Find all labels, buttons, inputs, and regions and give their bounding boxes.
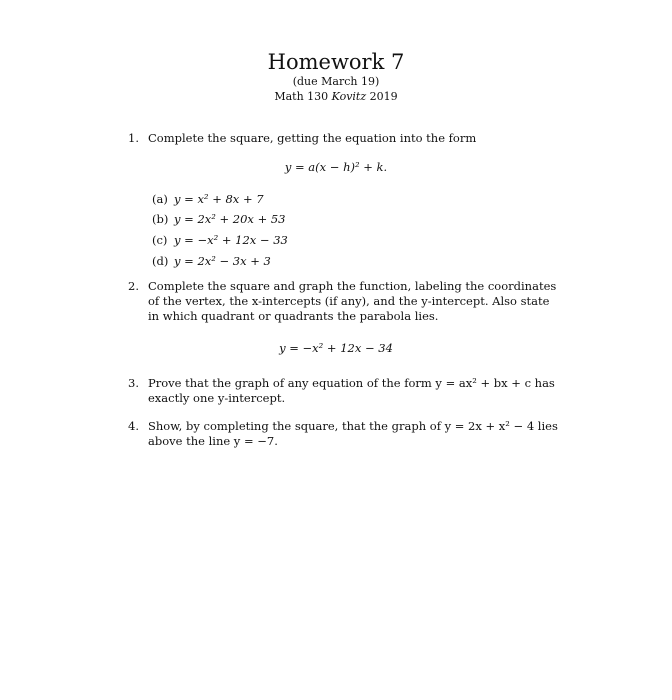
problem-number: 1. [128,131,139,145]
part-label: (c) [152,233,168,247]
problem-number: 2. [128,279,139,293]
problem-text-line: in which quadrant or quadrants the parabola lies. [148,309,439,323]
problem-1-part-a [152,192,264,207]
due-date: (due March 19) [292,75,380,88]
course-year: 2019 [369,90,398,103]
problem-text-line: exactly one y-intercept. [148,391,286,405]
part-expression: y = 2x² + 20x + 53 [174,212,286,226]
course-name: Math 130 [274,90,329,103]
problem-number: 3. [128,376,139,390]
part-label: (d) [152,254,169,268]
part-expression: y = 2x² − 3x + 3 [174,254,271,268]
problem-text: Complete the square, getting the equation into the form [148,131,477,145]
problem-text-line: Show, by completing the square, that the graph of y = 2x + x² − 4 lies [148,419,558,433]
course-line [0,90,672,104]
problem-1-part-d [152,254,271,269]
part-label: (b) [152,212,169,226]
problem-text-line: Complete the square and graph the function, labeling the coordinates [148,279,557,293]
problem-1-part-c [152,233,288,248]
part-expression: y = x² + 8x + 7 [174,192,264,206]
problem-1-equation: y = a(x − h)² + k. [284,160,388,174]
problem-text-line: of the vertex, the x-intercepts (if any), and the y-intercept. Also state [148,294,550,308]
part-expression: y = −x² + 12x − 33 [174,233,288,247]
problem-text-line: above the line y = −7. [148,434,278,448]
page-title: Homework 7 [267,50,405,74]
part-label: (a) [152,192,168,206]
problem-2-equation: y = −x² + 12x − 34 [279,341,393,355]
problem-text-line: Prove that the graph of any equation of the form y = ax² + bx + c has [148,376,555,390]
instructor-name: Kovitz [331,90,367,103]
problem-number: 4. [128,419,139,433]
problem-1-part-b [152,212,286,227]
